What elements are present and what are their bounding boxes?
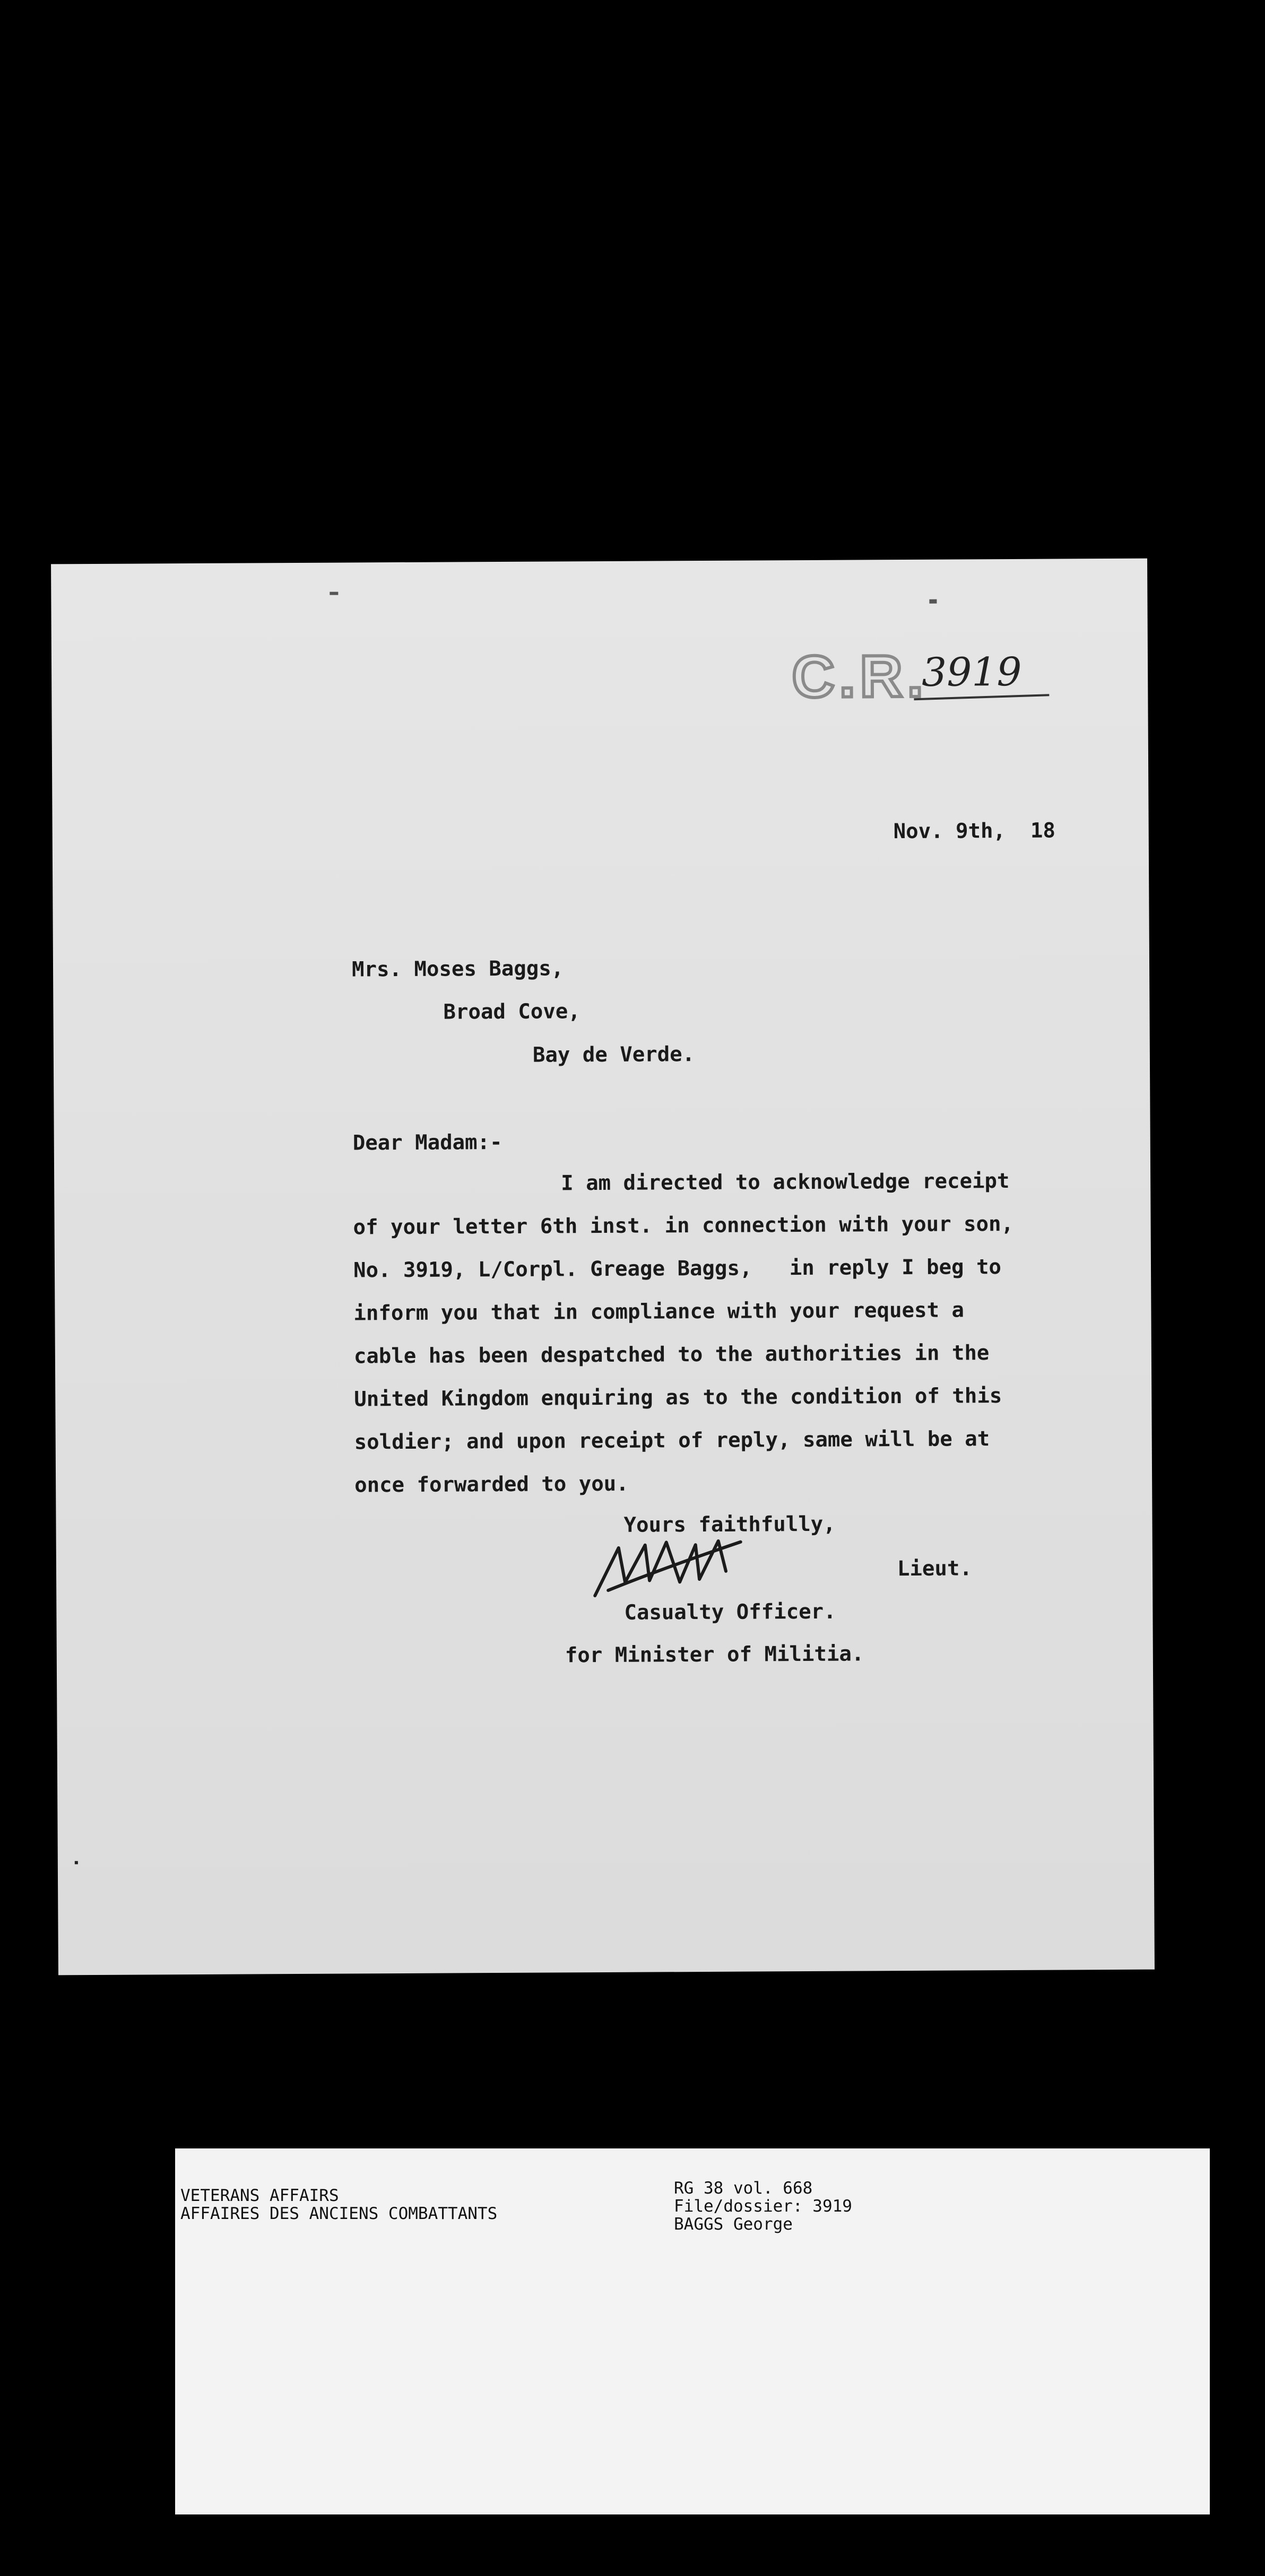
closing: Yours faithfully,: [623, 1512, 836, 1537]
signatory-organization: for Minister of Militia.: [565, 1642, 864, 1668]
handwritten-reference-number: 3919: [921, 649, 1022, 695]
body-line-4: inform you that in compliance with your request a: [353, 1298, 965, 1326]
handwritten-signature: [587, 1531, 752, 1602]
punch-mark: [929, 599, 937, 604]
body-line-3: No. 3919, L/Corpl. Greage Baggs, in reply I beg to: [353, 1255, 1002, 1283]
punch-mark: [330, 592, 338, 595]
speck-mark: [75, 1861, 78, 1864]
body-line-6: United Kingdom enquiring as to the condition of this: [354, 1384, 1002, 1412]
subject-name: BAGGS George: [674, 2215, 793, 2234]
addressee-district: Bay de Verde.: [532, 1042, 695, 1067]
body-line-1: I am directed to acknowledge receipt: [561, 1169, 1010, 1196]
file-number: File/dossier: 3919: [674, 2197, 852, 2216]
body-line-8: once forwarded to you.: [354, 1472, 629, 1498]
addressee-locality: Broad Cove,: [443, 999, 580, 1024]
addressee-name: Mrs. Moses Baggs,: [351, 956, 564, 982]
body-line-7: soldier; and upon receipt of reply, same will be at: [354, 1427, 990, 1455]
signatory-title: Casualty Officer.: [624, 1599, 836, 1625]
letter-sheet: [51, 559, 1155, 1975]
department-english: VETERANS AFFAIRS: [180, 2186, 339, 2205]
archive-label: [175, 2148, 1210, 2514]
cr-stamp: C.R.: [791, 642, 928, 710]
body-line-2: of your letter 6th inst. in connection with your son,: [353, 1212, 1014, 1240]
signatory-rank: Lieut.: [897, 1556, 972, 1581]
record-group: RG 38 vol. 668: [674, 2179, 813, 2198]
department-french: AFFAIRES DES ANCIENS COMBATTANTS: [180, 2204, 498, 2223]
salutation: Dear Madam:-: [352, 1130, 502, 1155]
letter-date: Nov. 9th, 18: [893, 819, 1056, 844]
body-line-5: cable has been despatched to the authorities in the: [353, 1341, 990, 1369]
